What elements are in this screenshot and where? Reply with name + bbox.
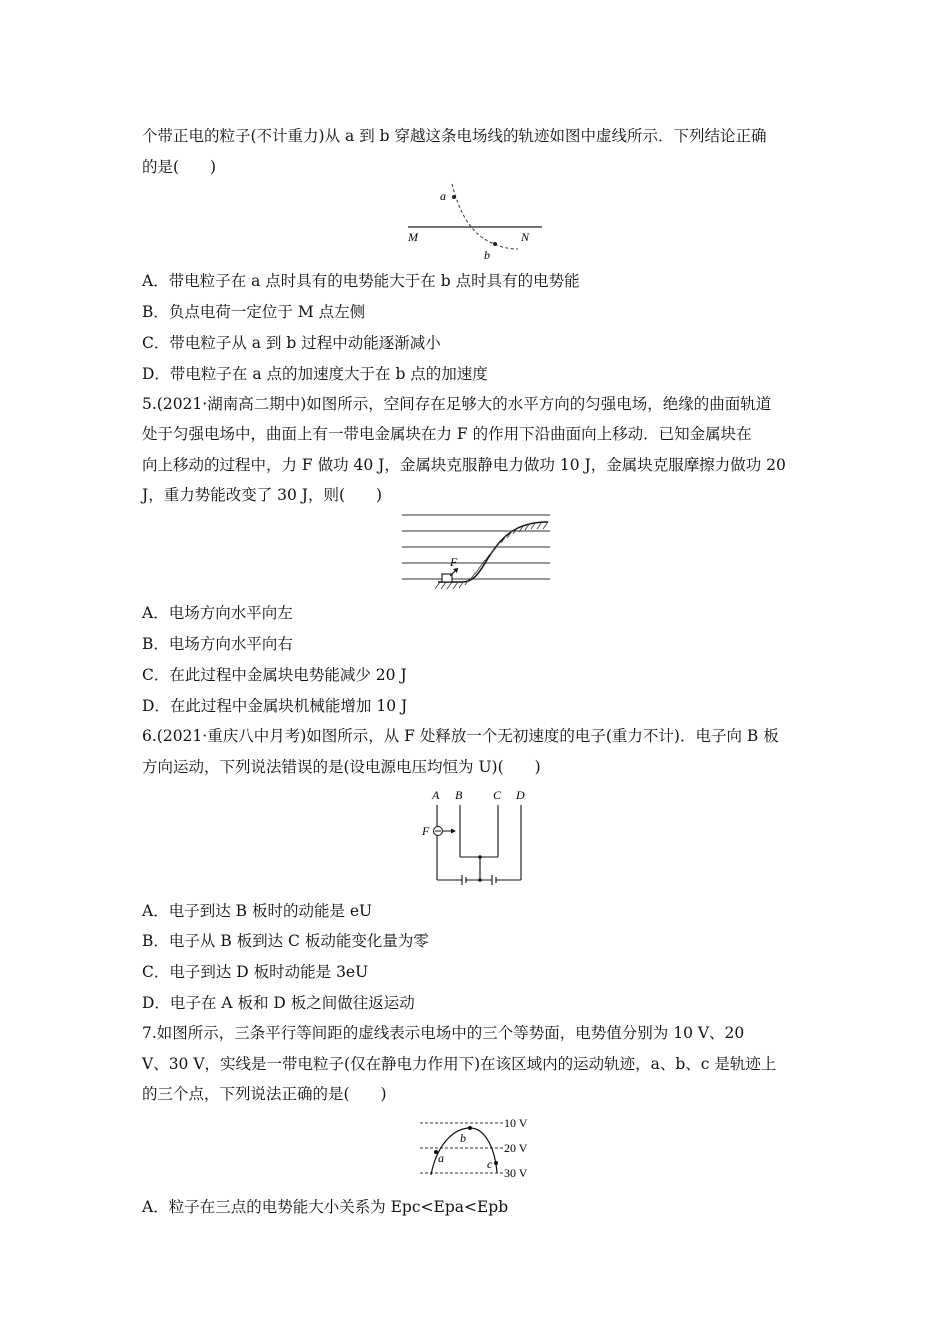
label-a: a	[438, 1151, 444, 1165]
point-b	[468, 1126, 472, 1130]
point-b	[493, 242, 497, 246]
q6-option-c: C．电子到达 D 板时动能是 3eU	[142, 963, 369, 981]
q4-option-d: D．带电粒子在 a 点的加速度大于在 b 点的加速度	[142, 365, 488, 383]
label-C: C	[493, 788, 502, 802]
label-30v: 30 V	[504, 1166, 528, 1180]
q7-option-a: A．粒子在三点的电势能大小关系为 Epc<Epa<Epb	[142, 1198, 509, 1216]
q6-stem-line-1: 6.(2021·重庆八中月考)如图所示，从 F 处释放一个无初速度的电子(重力不计)．电子向 B 板	[142, 727, 779, 745]
label-b: b	[460, 1131, 466, 1145]
q4-stem-line-1: 个带正电的粒子(不计重力)从 a 到 b 穿越这条电场线的轨迹如图中虚线所示．下列结论正确	[142, 127, 767, 145]
label-a: a	[440, 189, 446, 203]
q6-option-a: A．电子到达 B 板时的动能是 eU	[142, 902, 373, 920]
label-c: c	[487, 1157, 493, 1171]
junction-1	[478, 855, 482, 859]
label-D: D	[516, 788, 525, 802]
q6-stem-line-2: 方向运动，下列说法错误的是(设电源电压均恒为 U)( )	[142, 758, 541, 776]
q5-stem-line-1: 5.(2021·湖南高二期中)如图所示，空间存在足够大的水平方向的匀强电场，绝缘的曲面轨道	[142, 395, 772, 413]
circuit	[437, 805, 521, 885]
q4-option-b: B．负点电荷一定位于 M 点左侧	[142, 303, 366, 321]
q7-stem-line-1: 7.如图所示，三条平行等间距的虚线表示电场中的三个等势面，电势值分别为 10 V、20	[142, 1024, 745, 1042]
label-b: b	[484, 248, 490, 262]
point-c	[494, 1161, 498, 1165]
q5-option-b: B．电场方向水平向右	[142, 635, 293, 653]
label-M: M	[408, 230, 418, 244]
q6-figure	[420, 783, 532, 887]
q7-stem-line-2: V、30 V，实线是一带电粒子(仅在静电力作用下)在该区域内的运动轨迹，a、b、c 是轨迹上	[142, 1055, 777, 1073]
q7-stem-line-3: 的三个点，下列说法正确的是( )	[142, 1085, 387, 1103]
q6-option-d: D．电子在 A 板和 D 板之间做往返运动	[142, 994, 415, 1012]
label-F: F	[422, 824, 430, 838]
q5-stem-line-4: J，重力势能改变了 30 J，则( )	[142, 486, 383, 504]
q4-stem-line-2: 的是( )	[142, 158, 217, 176]
point-a	[452, 195, 456, 199]
q5-option-a: A．电场方向水平向左	[142, 604, 293, 622]
q5-option-d: D．在此过程中金属块机械能增加 10 J	[142, 697, 408, 715]
motion-arrow-head	[451, 829, 456, 834]
q5-stem-line-3: 向上移动的过程中，力 F 做功 40 J，金属块克服静电力做功 10 J，金属块克服摩擦力做功 20	[142, 456, 786, 474]
q4-figure	[400, 182, 550, 264]
q5-figure	[400, 510, 552, 592]
label-A: A	[432, 788, 440, 802]
label-B: B	[455, 788, 463, 802]
q5-option-c: C．在此过程中金属块电势能减少 20 J	[142, 666, 407, 684]
label-N: N	[521, 230, 530, 244]
q5-stem-line-2: 处于匀强电场中，曲面上有一带电金属块在力 F 的作用下沿曲面向上移动．已知金属块在	[142, 425, 752, 443]
label-F: F	[450, 555, 458, 569]
q4-option-c: C．带电粒子从 a 到 b 过程中动能逐渐减小	[142, 334, 441, 352]
junction-2	[478, 878, 482, 882]
q4-option-a: A．带电粒子在 a 点时具有的电势能大于在 b 点时具有的电势能	[142, 272, 580, 290]
q7-figure	[415, 1113, 540, 1185]
trajectory-dashed	[452, 184, 518, 249]
label-20v: 20 V	[504, 1141, 528, 1155]
q6-option-b: B．电子从 B 板到达 C 板动能变化量为零	[142, 932, 429, 950]
label-10v: 10 V	[504, 1116, 528, 1130]
